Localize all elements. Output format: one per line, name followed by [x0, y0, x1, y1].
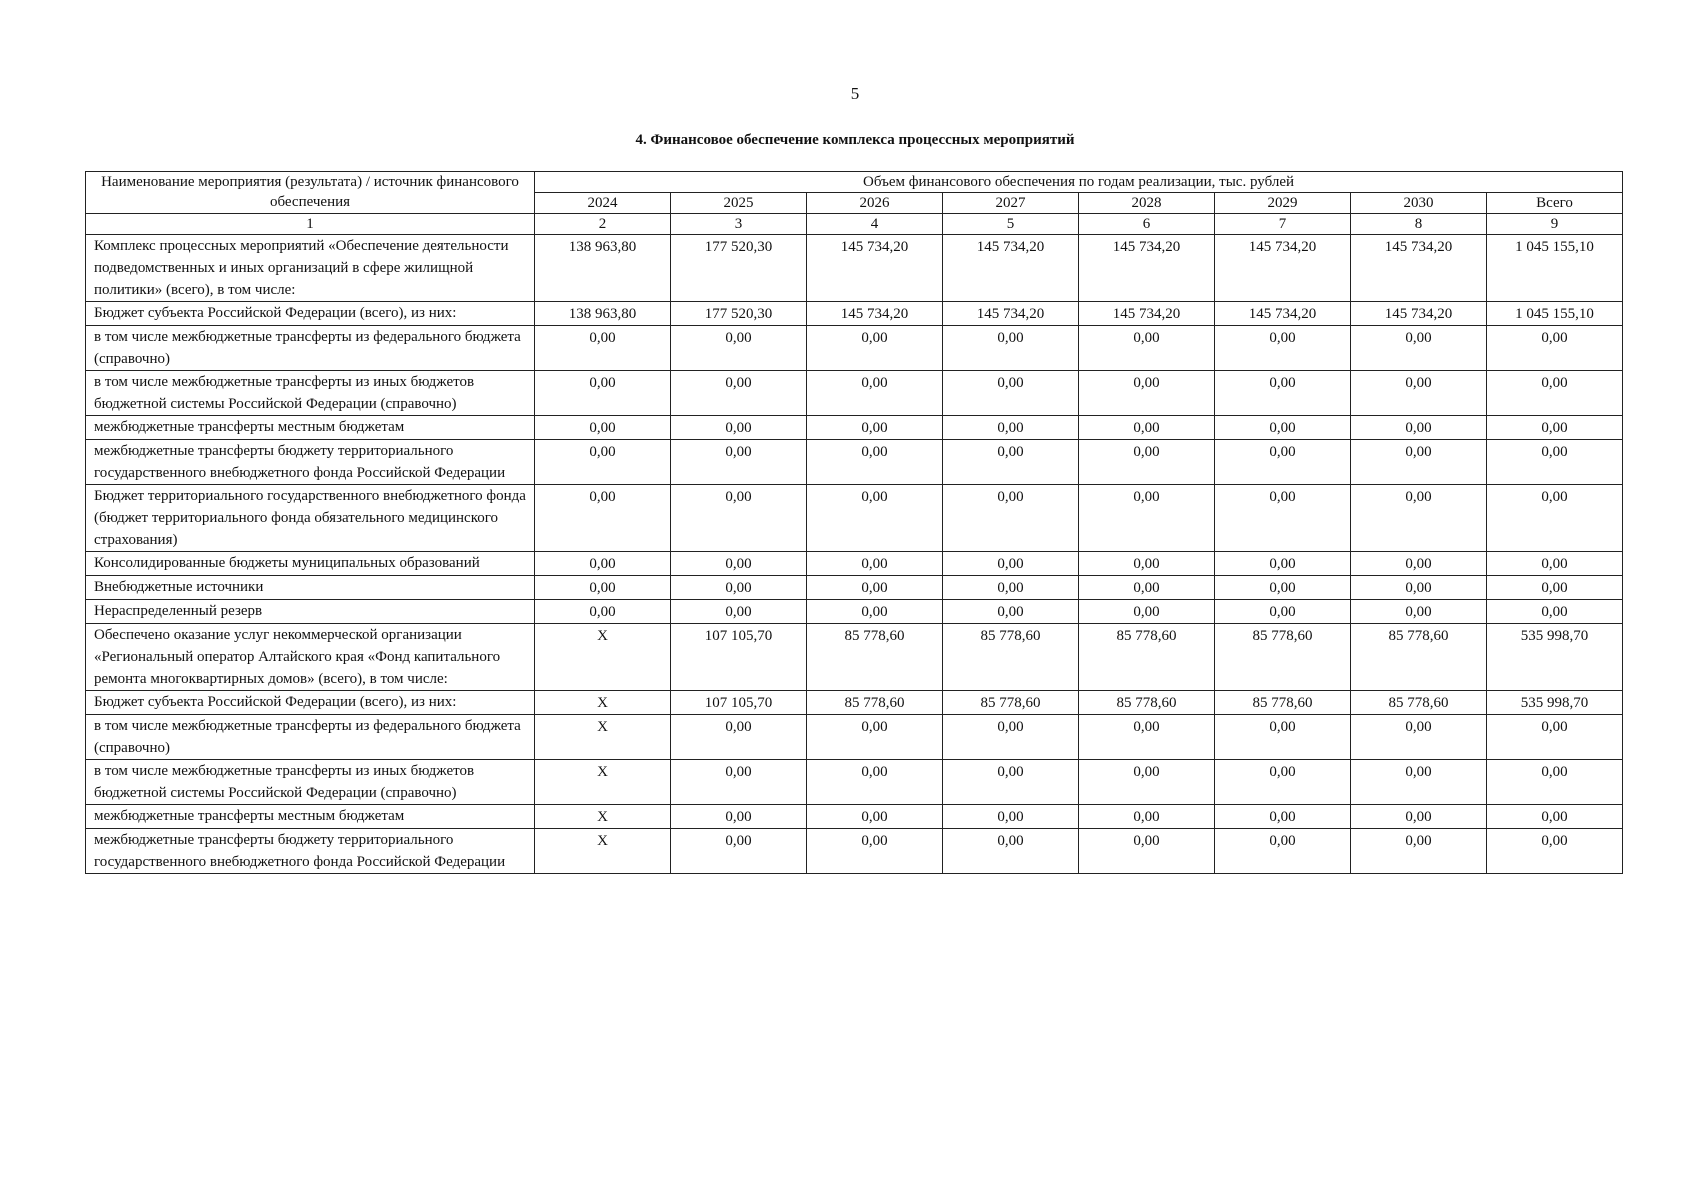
row-year-value: 0,00 — [671, 760, 807, 805]
row-total-value: 0,00 — [1487, 485, 1623, 552]
row-year-value: 0,00 — [1079, 805, 1215, 829]
row-year-value: 0,00 — [671, 715, 807, 760]
table-row — [86, 235, 1623, 302]
table-row — [86, 440, 1623, 485]
row-year-value: 0,00 — [1215, 371, 1351, 416]
row-year-value: 0,00 — [535, 440, 671, 485]
row-total-value: 535 998,70 — [1487, 691, 1623, 715]
row-name: межбюджетные трансферты местным бюджетам — [86, 805, 535, 829]
row-name: межбюджетные трансферты бюджету территориального государственного внебюджетного фонда Российской Федерации — [86, 440, 535, 485]
row-year-value: 0,00 — [1215, 552, 1351, 576]
column-number: 7 — [1215, 214, 1351, 235]
row-year-value: 0,00 — [1079, 829, 1215, 874]
table-row — [86, 829, 1623, 874]
row-year-value: 0,00 — [671, 440, 807, 485]
row-year-value: 107 105,70 — [671, 624, 807, 691]
row-year-value: 0,00 — [535, 552, 671, 576]
row-name: в том числе межбюджетные трансферты из иных бюджетов бюджетной системы Российской Федерации (справочно) — [86, 760, 535, 805]
row-year-value: 145 734,20 — [1215, 302, 1351, 326]
row-year-value: 85 778,60 — [1079, 691, 1215, 715]
row-year-value: 107 105,70 — [671, 691, 807, 715]
row-year-value: 0,00 — [1351, 552, 1487, 576]
row-year-value: 0,00 — [535, 576, 671, 600]
row-year-value: 85 778,60 — [1079, 624, 1215, 691]
year-header: 2026 — [807, 193, 943, 214]
row-year-value: 0,00 — [671, 326, 807, 371]
row-name: в том числе межбюджетные трансферты из федерального бюджета (справочно) — [86, 326, 535, 371]
row-year-value: 0,00 — [1351, 440, 1487, 485]
table-row — [86, 576, 1623, 600]
row-year-value: 0,00 — [535, 600, 671, 624]
row-year-value: 0,00 — [1351, 416, 1487, 440]
header-row-1 — [86, 172, 1623, 193]
row-year-value: 85 778,60 — [943, 691, 1079, 715]
row-year-value: 0,00 — [943, 371, 1079, 416]
row-name: межбюджетные трансферты бюджету территориального государственного внебюджетного фонда Российской Федерации — [86, 829, 535, 874]
column-number: 4 — [807, 214, 943, 235]
row-year-value: 0,00 — [1351, 829, 1487, 874]
row-year-value: 85 778,60 — [1215, 624, 1351, 691]
row-total-value: 0,00 — [1487, 805, 1623, 829]
row-year-value: 0,00 — [671, 371, 807, 416]
row-year-value: 85 778,60 — [943, 624, 1079, 691]
row-year-value: 0,00 — [1215, 326, 1351, 371]
column-number: 5 — [943, 214, 1079, 235]
row-year-value: 145 734,20 — [1351, 302, 1487, 326]
year-header: 2027 — [943, 193, 1079, 214]
row-total-value: 0,00 — [1487, 576, 1623, 600]
row-total-value: 0,00 — [1487, 829, 1623, 874]
row-year-value: 0,00 — [1351, 760, 1487, 805]
row-year-value: 0,00 — [1079, 715, 1215, 760]
row-year-value: 0,00 — [1079, 576, 1215, 600]
row-year-value: 145 734,20 — [943, 235, 1079, 302]
row-year-value: 0,00 — [671, 416, 807, 440]
row-year-value: 0,00 — [1079, 600, 1215, 624]
row-year-value: 0,00 — [535, 326, 671, 371]
row-year-value: 0,00 — [1351, 576, 1487, 600]
table-row — [86, 760, 1623, 805]
row-year-value: 0,00 — [807, 829, 943, 874]
row-year-value: 0,00 — [943, 326, 1079, 371]
year-header: 2030 — [1351, 193, 1487, 214]
year-header: 2029 — [1215, 193, 1351, 214]
table-row — [86, 600, 1623, 624]
row-year-value: X — [535, 624, 671, 691]
row-year-value: 0,00 — [1215, 416, 1351, 440]
row-name: в том числе межбюджетные трансферты из федерального бюджета (справочно) — [86, 715, 535, 760]
column-number: 9 — [1487, 214, 1623, 235]
row-year-value: 0,00 — [943, 805, 1079, 829]
row-year-value: 0,00 — [1351, 485, 1487, 552]
section-title: 4. Финансовое обеспечение комплекса процессных мероприятий — [635, 132, 1075, 148]
row-year-value: 145 734,20 — [1079, 302, 1215, 326]
row-year-value: 85 778,60 — [807, 624, 943, 691]
row-year-value: X — [535, 760, 671, 805]
row-name: Нераспределенный резерв — [86, 600, 535, 624]
table-row — [86, 715, 1623, 760]
row-name: Бюджет субъекта Российской Федерации (всего), из них: — [86, 302, 535, 326]
year-header: 2025 — [671, 193, 807, 214]
row-year-value: 85 778,60 — [1351, 624, 1487, 691]
row-year-value: 85 778,60 — [1351, 691, 1487, 715]
row-year-value: 145 734,20 — [943, 302, 1079, 326]
row-year-value: 0,00 — [1079, 416, 1215, 440]
row-year-value: X — [535, 829, 671, 874]
row-year-value: 0,00 — [1215, 600, 1351, 624]
row-year-value: 0,00 — [807, 760, 943, 805]
row-year-value: 0,00 — [1215, 576, 1351, 600]
row-total-value: 0,00 — [1487, 600, 1623, 624]
row-year-value: 0,00 — [1215, 829, 1351, 874]
row-total-value: 0,00 — [1487, 326, 1623, 371]
row-total-value: 0,00 — [1487, 416, 1623, 440]
row-year-value: 0,00 — [943, 440, 1079, 485]
row-year-value: 85 778,60 — [807, 691, 943, 715]
row-year-value: 0,00 — [1351, 715, 1487, 760]
row-year-value: 145 734,20 — [807, 302, 943, 326]
row-year-value: X — [535, 805, 671, 829]
row-total-value: 0,00 — [1487, 715, 1623, 760]
year-header: 2028 — [1079, 193, 1215, 214]
row-total-value: 0,00 — [1487, 760, 1623, 805]
row-year-value: 0,00 — [1079, 440, 1215, 485]
row-total-value: 0,00 — [1487, 552, 1623, 576]
row-year-value: 0,00 — [807, 440, 943, 485]
year-header: 2024 — [535, 193, 671, 214]
row-year-value: 0,00 — [1215, 715, 1351, 760]
table-row — [86, 552, 1623, 576]
row-year-value: 0,00 — [1079, 371, 1215, 416]
column-number: 2 — [535, 214, 671, 235]
table-body — [86, 235, 1623, 874]
total-header: Всего — [1487, 193, 1623, 214]
row-name: в том числе межбюджетные трансферты из иных бюджетов бюджетной системы Российской Федерации (справочно) — [86, 371, 535, 416]
name-column-header: Наименование мероприятия (результата) / источник финансового обеспечения — [86, 172, 535, 214]
table-row — [86, 326, 1623, 371]
row-year-value: 0,00 — [1079, 485, 1215, 552]
row-year-value: 138 963,80 — [535, 302, 671, 326]
financial-table — [85, 171, 1623, 874]
row-year-value: 0,00 — [1215, 440, 1351, 485]
row-year-value: 0,00 — [943, 485, 1079, 552]
column-number: 1 — [86, 214, 535, 235]
row-year-value: 0,00 — [671, 576, 807, 600]
row-total-value: 1 045 155,10 — [1487, 235, 1623, 302]
row-total-value: 0,00 — [1487, 440, 1623, 485]
column-number: 3 — [671, 214, 807, 235]
row-total-value: 535 998,70 — [1487, 624, 1623, 691]
row-year-value: 0,00 — [807, 485, 943, 552]
row-year-value: 0,00 — [943, 600, 1079, 624]
row-total-value: 0,00 — [1487, 371, 1623, 416]
row-year-value: 138 963,80 — [535, 235, 671, 302]
row-name: Обеспечено оказание услуг некоммерческой организации «Региональный оператор Алтайского края «Фонд капитального ремонта многоквартирных домов» (всего), в том числе: — [86, 624, 535, 691]
row-year-value: 177 520,30 — [671, 235, 807, 302]
table-row — [86, 624, 1623, 691]
row-year-value: 0,00 — [807, 416, 943, 440]
row-year-value: 0,00 — [943, 552, 1079, 576]
row-name: Комплекс процессных мероприятий «Обеспечение деятельности подведомственных и иных организаций в сфере жилищной политики» (всего), в том числе: — [86, 235, 535, 302]
row-name: Бюджет территориального государственного внебюджетного фонда (бюджет территориального фонда обязательного медицинского страхования) — [86, 485, 535, 552]
row-year-value: 0,00 — [807, 326, 943, 371]
row-year-value: 0,00 — [1351, 600, 1487, 624]
table-row — [86, 805, 1623, 829]
row-year-value: 0,00 — [535, 371, 671, 416]
row-year-value: 0,00 — [943, 760, 1079, 805]
row-year-value: 0,00 — [535, 416, 671, 440]
row-year-value: 177 520,30 — [671, 302, 807, 326]
row-year-value: 0,00 — [671, 552, 807, 576]
column-number: 8 — [1351, 214, 1487, 235]
row-year-value: 0,00 — [943, 576, 1079, 600]
row-year-value: X — [535, 691, 671, 715]
row-name: Внебюджетные источники — [86, 576, 535, 600]
table-row — [86, 371, 1623, 416]
row-year-value: 0,00 — [807, 805, 943, 829]
row-year-value: 0,00 — [671, 600, 807, 624]
page-number: 5 — [850, 84, 860, 103]
table-row — [86, 691, 1623, 715]
column-number: 6 — [1079, 214, 1215, 235]
row-year-value: 0,00 — [807, 715, 943, 760]
row-year-value: 0,00 — [943, 829, 1079, 874]
row-year-value: 0,00 — [671, 829, 807, 874]
row-year-value: 0,00 — [1079, 552, 1215, 576]
row-name: Бюджет субъекта Российской Федерации (всего), из них: — [86, 691, 535, 715]
row-year-value: 0,00 — [1351, 805, 1487, 829]
table-row — [86, 485, 1623, 552]
row-total-value: 1 045 155,10 — [1487, 302, 1623, 326]
column-number-row — [86, 214, 1623, 235]
table-row — [86, 416, 1623, 440]
row-year-value: 0,00 — [1215, 805, 1351, 829]
row-year-value: 0,00 — [807, 576, 943, 600]
row-year-value: 0,00 — [1215, 485, 1351, 552]
volume-column-header: Объем финансового обеспечения по годам реализации, тыс. рублей — [535, 172, 1623, 193]
row-name: межбюджетные трансферты местным бюджетам — [86, 416, 535, 440]
row-year-value: 0,00 — [671, 805, 807, 829]
row-year-value: 0,00 — [807, 600, 943, 624]
table-row — [86, 302, 1623, 326]
row-year-value: 145 734,20 — [1215, 235, 1351, 302]
row-year-value: 0,00 — [1351, 326, 1487, 371]
row-year-value: 145 734,20 — [1079, 235, 1215, 302]
row-year-value: 0,00 — [1079, 326, 1215, 371]
row-year-value: 0,00 — [807, 371, 943, 416]
row-year-value: 0,00 — [1215, 760, 1351, 805]
row-year-value: X — [535, 715, 671, 760]
row-year-value: 0,00 — [943, 715, 1079, 760]
row-year-value: 145 734,20 — [1351, 235, 1487, 302]
row-year-value: 0,00 — [807, 552, 943, 576]
row-year-value: 145 734,20 — [807, 235, 943, 302]
row-year-value: 0,00 — [1351, 371, 1487, 416]
row-year-value: 0,00 — [1079, 760, 1215, 805]
row-year-value: 0,00 — [535, 485, 671, 552]
row-year-value: 0,00 — [671, 485, 807, 552]
row-year-value: 0,00 — [943, 416, 1079, 440]
row-year-value: 85 778,60 — [1215, 691, 1351, 715]
row-name: Консолидированные бюджеты муниципальных образований — [86, 552, 535, 576]
